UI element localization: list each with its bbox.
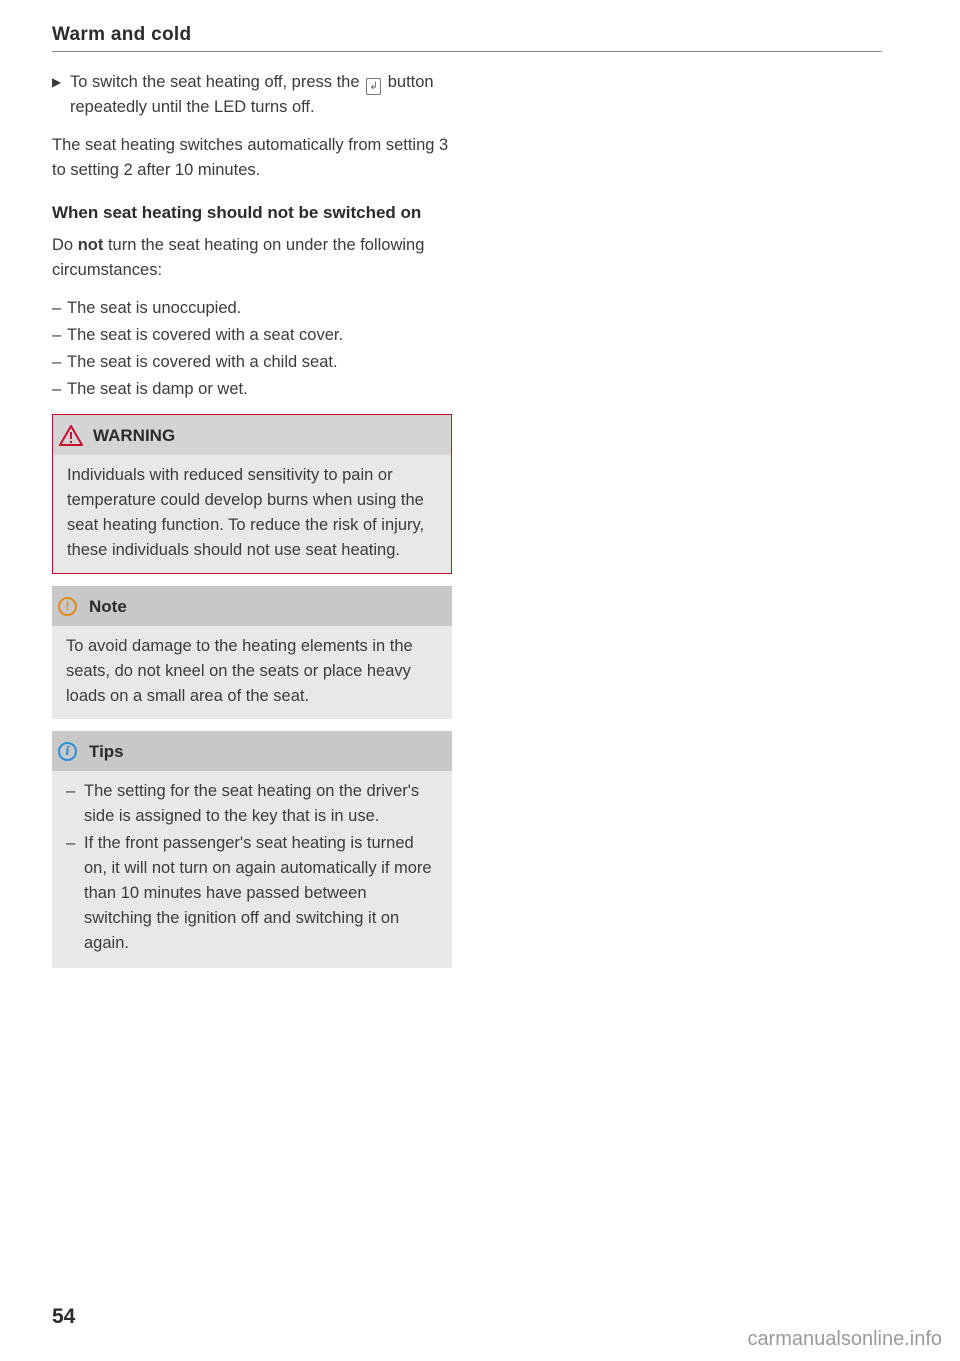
info-icon: i — [58, 742, 77, 761]
note-exclamation-icon: ! — [58, 597, 77, 616]
list-item: – The seat is covered with a seat cover. — [52, 323, 452, 348]
auto-switch-paragraph: The seat heating switches automatically from setting 3 to setting 2 after 10 minutes. — [52, 136, 449, 179]
note-box — [52, 586, 452, 719]
circumstances-list — [52, 296, 452, 402]
warning-title: WARNING — [93, 425, 176, 445]
step-text-before: To switch the seat heating off, press the — [70, 73, 360, 91]
list-item: – If the front passenger's seat heating is turned on, it will not turn on again automatically if more than 10 minutes have passed between switching the ignition off and switching it on again. — [66, 831, 438, 956]
intro-bold: not — [77, 236, 104, 254]
warning-body: Individuals with reduced sensitivity to pain or temperature could develop burns when using the seat heating function. To reduce the risk of injury, these individuals should not use seat heating. — [53, 455, 451, 573]
list-item: – The setting for the seat heating on the driver's side is assigned to the key that is in use. — [66, 779, 438, 829]
step-arrow-icon: ▶ — [52, 75, 62, 89]
section-intro — [52, 233, 452, 283]
watermark-text: carmanualsonline.info — [747, 1328, 942, 1350]
tips-title: Tips — [89, 741, 124, 761]
page-number: 54 — [52, 1305, 76, 1328]
list-item: – The seat is covered with a child seat. — [52, 350, 452, 375]
warning-box — [52, 414, 452, 574]
intro-before: Do — [52, 236, 74, 254]
note-header — [52, 586, 452, 626]
note-title: Note — [89, 596, 127, 616]
tips-header — [52, 731, 452, 771]
tips-body — [52, 771, 452, 968]
page-header-title: Warm and cold — [52, 24, 192, 45]
instruction-step — [52, 70, 452, 120]
tips-list — [66, 779, 438, 956]
seat-heating-button-icon: ↲ — [366, 78, 381, 95]
intro-after: turn the seat heating on under the following circumstances: — [52, 236, 425, 279]
note-body: To avoid damage to the heating elements in the seats, do not kneel on the seats or place heavy loads on a small area of the seat. — [52, 626, 452, 719]
list-item: – The seat is unoccupied. — [52, 296, 452, 321]
warning-triangle-icon — [59, 425, 83, 446]
step-text-after: button repeatedly until the LED turns off. — [70, 73, 434, 116]
header-divider — [52, 51, 882, 52]
warning-header — [53, 415, 451, 455]
tips-box — [52, 731, 452, 968]
main-column — [52, 70, 452, 978]
list-item: – The seat is damp or wet. — [52, 377, 452, 402]
section-heading: When seat heating should not be switched on — [52, 203, 422, 222]
